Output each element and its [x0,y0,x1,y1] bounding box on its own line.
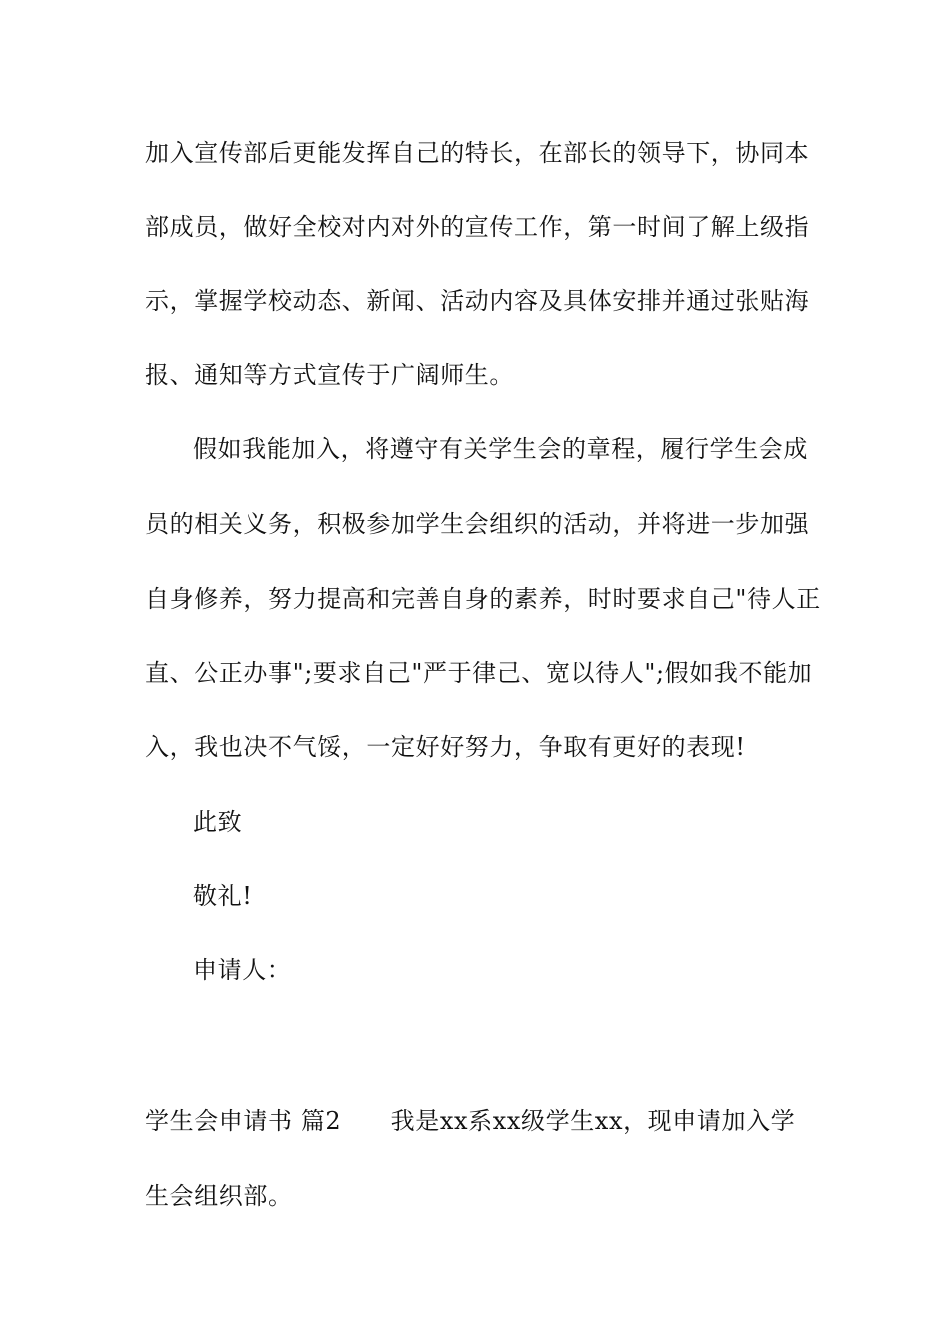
paragraph-line: 生会组织部。 [145,1182,293,1210]
paragraph-line: 直、公正办事";要求自己"严于律己、宽以待人";假如我不能加 [145,659,813,687]
paragraph-line: 假如我能加入，将遵守有关学生会的章程，履行学生会成 [193,435,808,463]
closing-salutation: 此致 [193,808,243,836]
paragraph-line: 加入宣传部后更能发挥自己的特长，在部长的领导下，协同本 [145,139,810,167]
paragraph-line: 部成员，做好全校对内对外的宣传工作，第一时间了解上级指 [145,213,810,241]
applicant-label: 申请人： [193,956,292,984]
section-heading-line: 学生会申请书 篇2 我是xx系xx级学生xx，现申请加入学 [145,1107,796,1135]
paragraph-line: 示，掌握学校动态、新闻、活动内容及具体安排并通过张贴海 [145,287,810,315]
paragraph-line: 自身修养，努力提高和完善自身的素养，时时要求自己"待人正 [145,585,821,613]
paragraph-line: 入，我也决不气馁，一定好好努力，争取有更好的表现! [145,733,746,761]
paragraph-line: 报、通知等方式宣传于广阔师生。 [145,361,514,389]
closing-regards: 敬礼! [193,882,253,910]
paragraph-line: 员的相关义务，积极参加学生会组织的活动，并将进一步加强 [145,510,810,538]
